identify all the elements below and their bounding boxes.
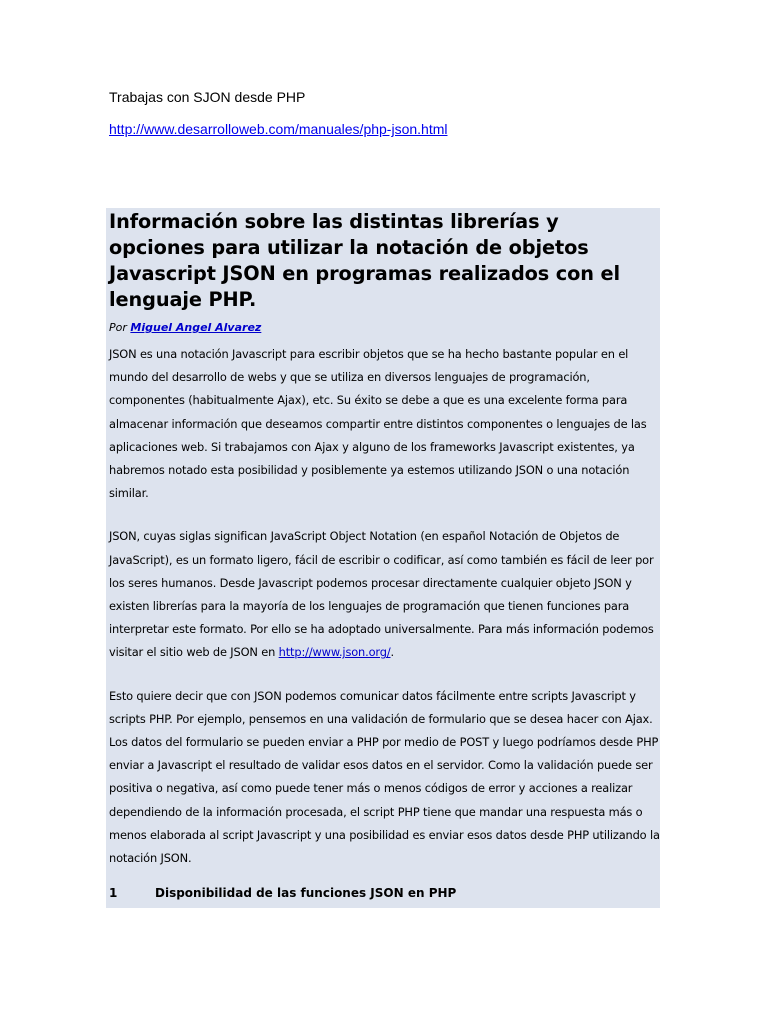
author-link[interactable]: Miguel Angel Alvarez — [130, 321, 262, 334]
intro-link[interactable]: http://www.desarrolloweb.com/manuales/php-json.html — [109, 121, 448, 137]
intro-title: Trabajas con SJON desde PHP — [109, 89, 306, 105]
section-heading — [109, 884, 660, 902]
json-org-link[interactable]: http://www.json.org/ — [278, 645, 391, 660]
section-title: Disponibilidad de las funciones JSON en PHP — [155, 886, 457, 901]
article-byline — [109, 320, 660, 336]
paragraph-2 — [109, 525, 660, 664]
article-headline: Información sobre las distintas librerías y opciones para utilizar la notación de objetos Javascript JSON en programas realizados con el lenguaje PHP. — [109, 210, 620, 311]
section-number: 1 — [109, 886, 118, 901]
article-box — [106, 208, 660, 908]
paragraph-2-text: JSON, cuyas siglas significan JavaScript Object Notation (en español Notación de Objetos de JavaScript), es un formato ligero, fácil de escribir o codificar, así como también es fácil de leer por los seres humanos. Desde Javascript podemos procesar directamente cualquier objeto JSON y existen librerías para la mayoría de los lenguajes de programación que tienen funciones para interpretar este formato. Por ello se ha adoptado universalmente. Para más información podemos visitar el sitio web de JSON en — [109, 529, 654, 660]
paragraph-2-end: . — [390, 645, 394, 660]
byline-prefix: Por — [109, 321, 127, 334]
paragraph-3: Esto quiere decir que con JSON podemos comunicar datos fácilmente entre scripts Javascript y scripts PHP. Por ejemplo, pensemos en una validación de formulario que se desea hacer con Ajax. Los datos del formulario se pueden enviar a PHP por medio de POST y luego podríamos desde PHP enviar a Javascript el resultado de validar esos datos en el servidor. Como la validación puede ser positiva o negativa, así como puede tener más o menos códigos de error y acciones a realizar dependiendo de la información procesada, el script PHP tiene que mandar una respuesta más o menos elaborada al script Javascript y una posibilidad es enviar esos datos desde PHP utilizando la notación JSON. — [109, 688, 660, 866]
paragraph-1: JSON es una notación Javascript para escribir objetos que se ha hecho bastante popular en el mundo del desarrollo de webs y que se utiliza en diversos lenguajes de programación, componentes (habitualmente Ajax), etc. Su éxito se debe a que es una excelente forma para almacenar información que deseamos compartir entre distintos componentes o lenguajes de las aplicaciones web. Si trabajamos con Ajax y alguno de los frameworks Javascript existentes, ya habremos notado esta posibilidad y posiblemente ya estemos utilizando JSON o una notación similar. — [109, 347, 647, 501]
